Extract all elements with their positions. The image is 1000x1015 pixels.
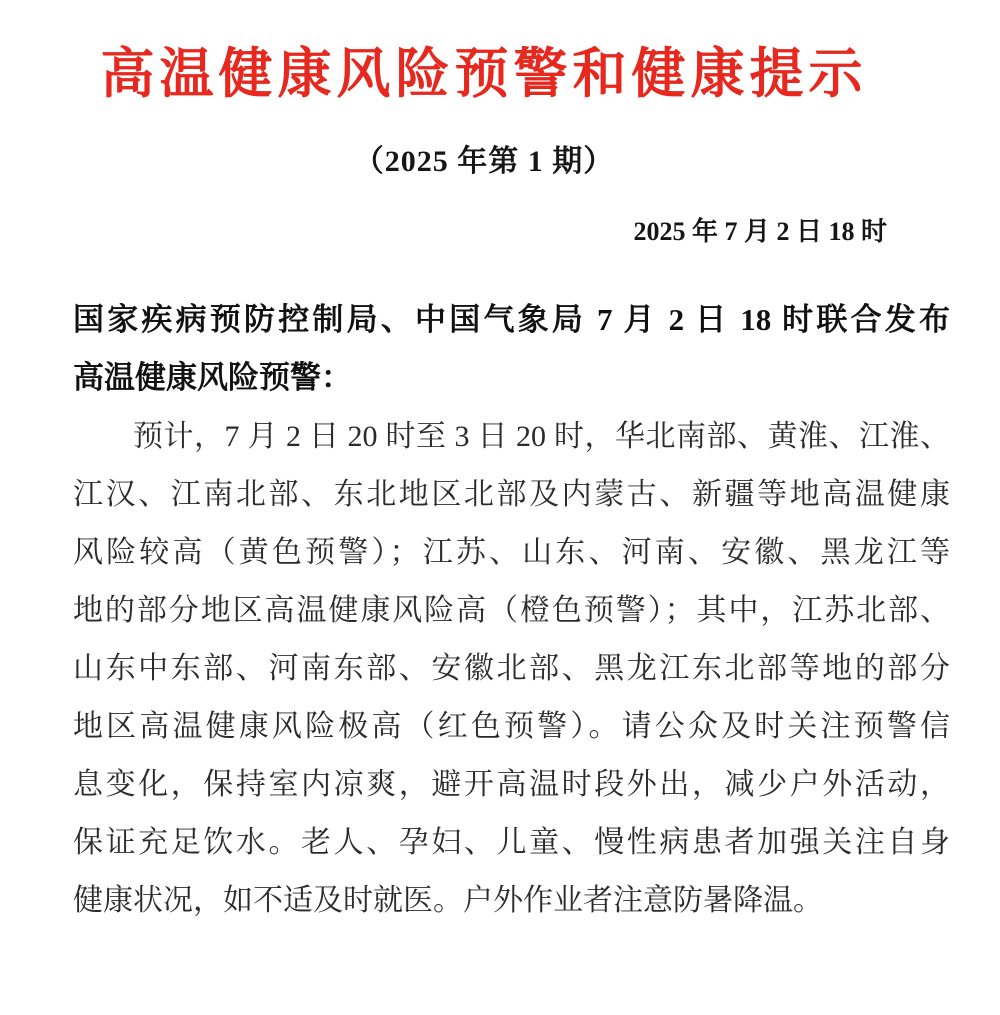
announcement-heading [73, 291, 950, 407]
title-block [73, 42, 950, 182]
body-line: 保证充足饮水。老人、孕妇、儿童、慢性病患者加强关注自身 [73, 826, 950, 859]
body-line: 风险较高（黄色预警）；江苏、山东、河南、安徽、黑龙江等 [73, 536, 950, 569]
body-line: 山东中东部、河南东部、安徽北部、黑龙江东北部等地的部分 [73, 652, 950, 685]
body-line: 地区高温健康风险极高（红色预警）。请公众及时关注预警信 [73, 710, 950, 743]
body-line: 健康状况，如不适及时就医。户外作业者注意防暑降温。 [73, 884, 823, 917]
document-page [0, 42, 1000, 1015]
body-line: 江汉、江南北部、东北地区北部及内蒙古、新疆等地高温健康 [73, 478, 950, 511]
body-line: 预计，7 月 2 日 20 时至 3 日 20 时，华北南部、黄淮、江淮、 [133, 420, 950, 453]
issue-number: （2025 年第 1 期） [353, 145, 615, 178]
body-line: 息变化，保持室内凉爽，避开高温时段外出，减少户外活动， [73, 768, 950, 801]
body-paragraph [73, 408, 950, 930]
heading-line: 高温健康风险预警： [73, 360, 352, 395]
issue-date: 2025 年 7 月 2 日 18 时 [633, 217, 887, 246]
body-line: 地的部分地区高温健康风险高（橙色预警）；其中，江苏北部、 [73, 594, 950, 627]
heading-line: 国家疾病预防控制局、中国气象局 7 月 2 日 18 时联合发布 [73, 302, 950, 337]
document-title: 高温健康风险预警和健康提示 [100, 44, 868, 104]
